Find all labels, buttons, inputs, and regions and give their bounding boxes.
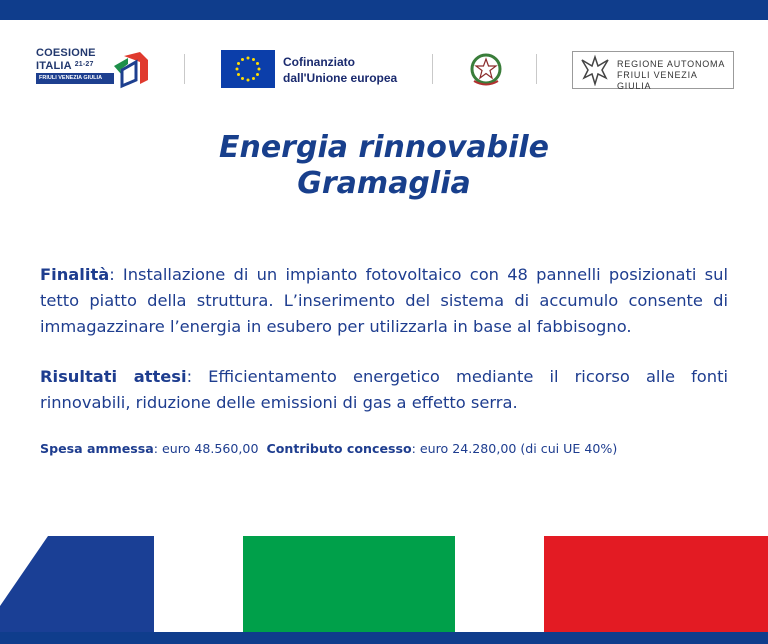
italian-republic-emblem-icon [469,52,503,88]
regione-line2: FRIULI VENEZIA GIULIA [617,70,698,91]
flag-green-band [243,536,455,632]
eu-line2: dall'Unione europea [283,71,398,85]
coesione-years: 21-27 [74,61,94,68]
eu-line1: Cofinanziato [283,55,355,69]
coesione-italia: ITALIA [36,60,72,72]
contributo-value: : euro 24.280,00 (di cui UE 40%) [411,441,618,456]
finalita-label: Finalità [40,265,110,284]
coesione-italia-logo [36,48,154,92]
spesa-value: : euro 48.560,00 [153,441,259,456]
page-title [0,130,768,202]
risultati-text: : Efficientamento energetico mediante il ricorso alle fonti rinnovabili, riduzione delle emissioni di gas a effetto serra. [40,367,728,412]
risultati-label: Risultati attesi [40,367,187,386]
risultati-paragraph [40,364,728,416]
title-line1: Energia rinnovabile [218,130,550,165]
coesione-line1: COESIONE [36,47,96,59]
regione-line1: REGIONE AUTONOMA [617,59,726,69]
finalita-paragraph [40,262,728,340]
finalita-text: : Installazione di un impianto fotovoltaico con 48 pannelli posizionati sul tetto piatto della struttura. L’inserimento del sistema di accumulo consente di immagazzinare l’energia in esubero per utilizzarla in base al fabbisogno. [40,265,728,336]
title-line2: Gramaglia [297,166,471,201]
regione-text [617,59,733,92]
logo-divider [536,54,537,84]
bottom-bar [0,632,768,644]
coesione-arrows-icon [112,50,152,90]
top-bar [0,0,768,20]
spesa-label: Spesa ammessa [40,441,154,456]
italian-flag-decoration [0,536,768,632]
spesa-line [40,440,617,458]
logo-divider [184,54,185,84]
regione-fvg-logo [572,51,734,89]
coesione-region-tag: FRIULI VENEZIA GIULIA [36,73,114,84]
eu-flag-icon [221,50,275,88]
flag-blue-band [0,536,154,632]
eagle-icon [578,54,612,86]
eu-cofinanced-text [283,54,397,86]
logo-divider [432,54,433,84]
contributo-label: Contributo concesso [266,441,412,456]
flag-red-band [544,536,768,632]
